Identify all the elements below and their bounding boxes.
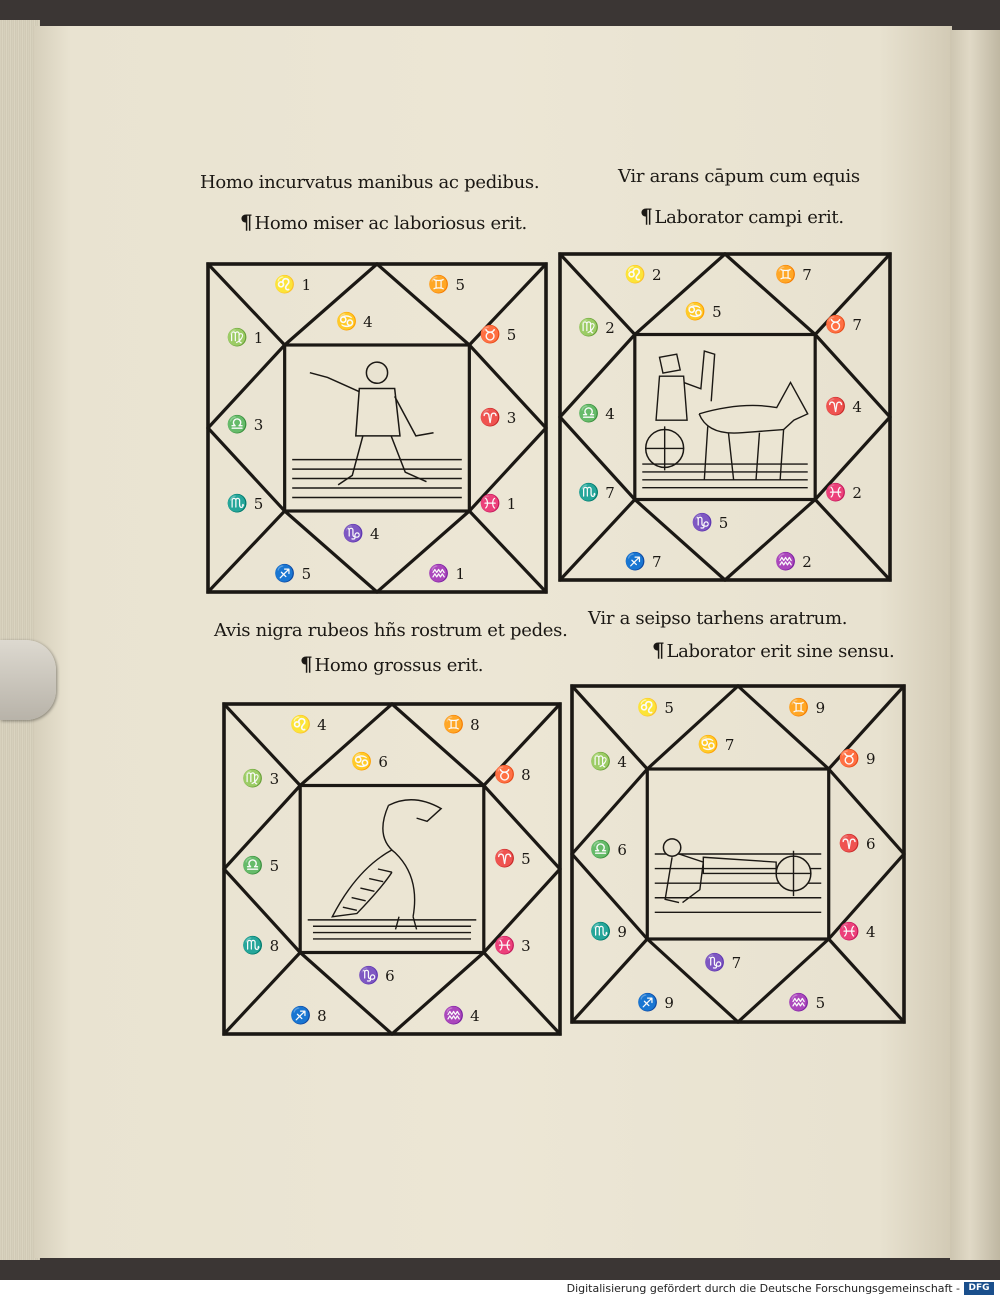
house-label	[692, 513, 729, 533]
house-number: 8	[269, 936, 280, 955]
house-number: 5	[664, 698, 674, 717]
dfg-logo: DFG	[964, 1282, 994, 1295]
house-number: 3	[506, 409, 517, 428]
house-label	[494, 765, 531, 785]
zodiac-sign-icon: ♍	[226, 328, 248, 349]
house-label	[480, 494, 517, 514]
house-label	[625, 552, 662, 572]
zodiac-sign-icon: ♈	[825, 397, 847, 418]
house-number: 3	[269, 769, 280, 788]
inner-frame	[300, 786, 484, 953]
house-label	[480, 408, 517, 428]
house-number: 4	[317, 716, 327, 735]
zodiac-sign-icon: ♋	[335, 311, 358, 332]
house-label	[839, 922, 876, 942]
zodiac-sign-icon: ♎	[578, 403, 600, 424]
zodiac-sign-icon: ♓	[494, 935, 516, 956]
house-number: 5	[455, 276, 466, 295]
caption-text: Laborator campi erit.	[654, 207, 844, 228]
zodiac-sign-icon: ♓	[825, 483, 847, 503]
house-number: 1	[455, 565, 466, 584]
house-number: 6	[378, 753, 388, 772]
zodiac-sign-icon: ♌	[637, 697, 659, 718]
house-label	[839, 749, 876, 769]
house-number: 1	[253, 329, 264, 348]
zodiac-sign-icon: ♑	[342, 524, 364, 545]
house-label	[578, 404, 615, 424]
zodiac-sign-icon: ♊	[428, 275, 450, 296]
house-number: 1	[506, 495, 517, 514]
house-number: 4	[470, 1006, 480, 1025]
house-label	[685, 302, 722, 322]
diagonal-line	[815, 500, 890, 581]
house-number: 3	[521, 936, 531, 955]
house-label	[480, 325, 517, 345]
house-number: 6	[385, 966, 395, 985]
house-number: 5	[718, 513, 729, 532]
diagonal-line	[572, 939, 647, 1022]
house-number: 4	[617, 753, 627, 771]
house-label	[242, 936, 279, 956]
house-label	[443, 1006, 480, 1026]
house-number: 4	[865, 923, 876, 941]
pilcrow-icon: ¶	[300, 652, 313, 676]
house-number: 9	[664, 994, 674, 1013]
house-number: 5	[521, 849, 531, 868]
zodiac-sign-icon: ♋	[697, 735, 719, 755]
house-label	[625, 265, 662, 285]
caption-top-left-line1: Homo incurvatus manibus ac pedibus.	[200, 172, 540, 193]
house-label	[637, 993, 674, 1013]
zodiac-sign-icon: ♌	[624, 265, 646, 286]
house-label	[358, 966, 395, 986]
house-label	[336, 312, 373, 332]
zodiac-sign-icon: ♑	[691, 512, 713, 533]
house-label	[274, 564, 311, 584]
house-number: 4	[605, 404, 615, 423]
house-label	[227, 494, 264, 514]
zodiac-sign-icon: ♑	[358, 965, 380, 986]
house-label	[428, 564, 465, 584]
house-number: 8	[470, 716, 480, 735]
house-label	[839, 834, 876, 854]
diagonal-line	[484, 953, 560, 1035]
caption-text: Homo grossus erit.	[314, 655, 484, 676]
house-number: 5	[712, 302, 722, 321]
pilcrow-icon: ¶	[640, 204, 653, 228]
zodiac-sign-icon: ♉	[479, 325, 501, 346]
house-number: 4	[369, 525, 380, 544]
house-number: 9	[617, 923, 627, 941]
diagonal-line	[224, 953, 300, 1035]
zodiac-sign-icon: ♊	[443, 715, 465, 736]
zodiac-sign-icon: ♋	[351, 752, 373, 773]
house-label	[494, 936, 531, 956]
house-number: 7	[852, 315, 862, 334]
zodiac-sign-icon: ♈	[494, 848, 516, 869]
house-number: 8	[317, 1006, 327, 1025]
footer-bar	[0, 1280, 1000, 1297]
zodiac-sign-icon: ♐	[274, 564, 296, 585]
house-label	[775, 265, 812, 285]
house-number: 7	[651, 553, 662, 572]
zodiac-sign-icon: ♓	[838, 922, 860, 942]
house-label	[698, 735, 735, 755]
zodiac-sign-icon: ♊	[788, 697, 810, 718]
house-label	[637, 698, 674, 718]
caption-top-right-line2	[640, 204, 844, 228]
house-number: 6	[617, 841, 627, 860]
zodiac-sign-icon: ♓	[479, 494, 501, 515]
house-label	[825, 483, 862, 503]
house-label	[590, 922, 627, 942]
house-label	[443, 715, 480, 735]
house-number: 2	[605, 319, 615, 337]
house-number: 7	[731, 953, 742, 972]
zodiac-sign-icon: ♎	[226, 414, 248, 435]
house-number: 2	[852, 484, 862, 502]
zodiac-sign-icon: ♏	[590, 922, 612, 942]
house-number: 9	[815, 698, 826, 717]
diagonal-line	[469, 511, 546, 592]
caption-bottom-left-line2	[300, 652, 483, 676]
house-label	[290, 1006, 327, 1026]
house-label	[227, 328, 264, 348]
zodiac-sign-icon: ♍	[242, 768, 264, 789]
caption-bottom-right-line2	[652, 638, 894, 662]
house-label	[578, 483, 615, 503]
house-number: 5	[253, 495, 264, 514]
house-label	[227, 415, 264, 435]
zodiac-sign-icon: ♉	[494, 765, 516, 786]
zodiac-sign-icon: ♎	[242, 855, 264, 876]
zodiac-sign-icon: ♏	[578, 483, 600, 503]
house-label	[351, 752, 388, 772]
house-label	[428, 275, 465, 295]
horoscope-chart-top-left	[206, 262, 548, 594]
house-number: 2	[802, 553, 812, 572]
horoscope-chart-top-right	[558, 252, 892, 582]
zodiac-sign-icon: ♒	[428, 564, 450, 585]
zodiac-sign-icon: ♒	[443, 1005, 465, 1026]
zodiac-sign-icon: ♉	[825, 314, 847, 335]
house-label	[788, 993, 825, 1013]
zodiac-sign-icon: ♒	[788, 993, 810, 1014]
house-number: 5	[815, 994, 826, 1013]
zodiac-sign-icon: ♍	[590, 752, 612, 772]
house-label	[242, 856, 279, 876]
zodiac-sign-icon: ♈	[838, 833, 860, 854]
book-fore-edge	[950, 30, 1000, 1260]
zodiac-sign-icon: ♏	[242, 935, 264, 956]
house-label	[590, 752, 627, 772]
zodiac-sign-icon: ♋	[684, 301, 707, 322]
house-number: 7	[605, 484, 615, 502]
zodiac-sign-icon: ♍	[578, 318, 600, 338]
house-number: 5	[506, 326, 517, 345]
house-label	[775, 552, 812, 572]
page-clip	[0, 640, 56, 720]
caption-bottom-left-line1: Avis nigra rubeos hñs rostrum et pedes.	[214, 620, 568, 641]
pilcrow-icon: ¶	[652, 638, 665, 662]
house-label	[290, 715, 327, 735]
house-number: 1	[301, 276, 312, 295]
house-number: 9	[865, 749, 876, 768]
house-label	[274, 275, 311, 295]
zodiac-sign-icon: ♌	[274, 275, 296, 296]
zodiac-sign-icon: ♈	[479, 408, 501, 429]
house-number: 5	[301, 565, 312, 584]
zodiac-sign-icon: ♐	[637, 993, 659, 1014]
zodiac-sign-icon: ♉	[838, 748, 860, 769]
house-label	[788, 698, 825, 718]
zodiac-sign-icon: ♑	[704, 952, 726, 973]
house-label	[343, 524, 380, 544]
house-label	[590, 840, 627, 860]
diagonal-line	[208, 511, 285, 592]
house-number: 2	[651, 266, 662, 285]
zodiac-sign-icon: ♐	[290, 1005, 312, 1026]
caption-text: Laborator erit sine sensu.	[666, 641, 895, 662]
footer-credit: Digitalisierung gefördert durch die Deutsche Forschungsgemeinschaft -	[566, 1282, 960, 1295]
house-label	[242, 769, 279, 789]
house-number: 3	[253, 415, 264, 434]
horoscope-chart-bottom-left	[222, 702, 562, 1036]
zodiac-sign-icon: ♒	[775, 552, 797, 573]
house-number: 7	[724, 736, 735, 754]
pilcrow-icon: ¶	[240, 210, 253, 234]
diagonal-line	[560, 500, 635, 581]
house-number: 6	[865, 834, 876, 853]
zodiac-sign-icon: ♎	[590, 840, 612, 861]
caption-top-right-line1: Vir arans cāpum cum equis	[618, 166, 860, 187]
zodiac-sign-icon: ♊	[775, 265, 797, 286]
house-label	[704, 953, 741, 973]
house-number: 4	[852, 398, 862, 417]
house-label	[825, 397, 862, 417]
horoscope-chart-bottom-right	[570, 684, 906, 1024]
zodiac-sign-icon: ♌	[290, 715, 312, 736]
house-number: 4	[363, 312, 373, 331]
house-number: 5	[269, 856, 280, 875]
house-number: 8	[521, 766, 531, 785]
house-label	[825, 315, 862, 335]
house-label	[494, 849, 531, 869]
house-label	[578, 318, 615, 338]
house-number: 7	[802, 266, 812, 285]
caption-text: Homo miser ac laboriosus erit.	[254, 213, 527, 234]
caption-bottom-right-line1: Vir a seipso tarhens aratrum.	[588, 608, 848, 629]
caption-top-left-line2	[240, 210, 527, 234]
inner-frame	[635, 335, 815, 500]
diagonal-line	[829, 939, 904, 1022]
zodiac-sign-icon: ♏	[226, 494, 248, 515]
zodiac-sign-icon: ♐	[624, 552, 646, 573]
